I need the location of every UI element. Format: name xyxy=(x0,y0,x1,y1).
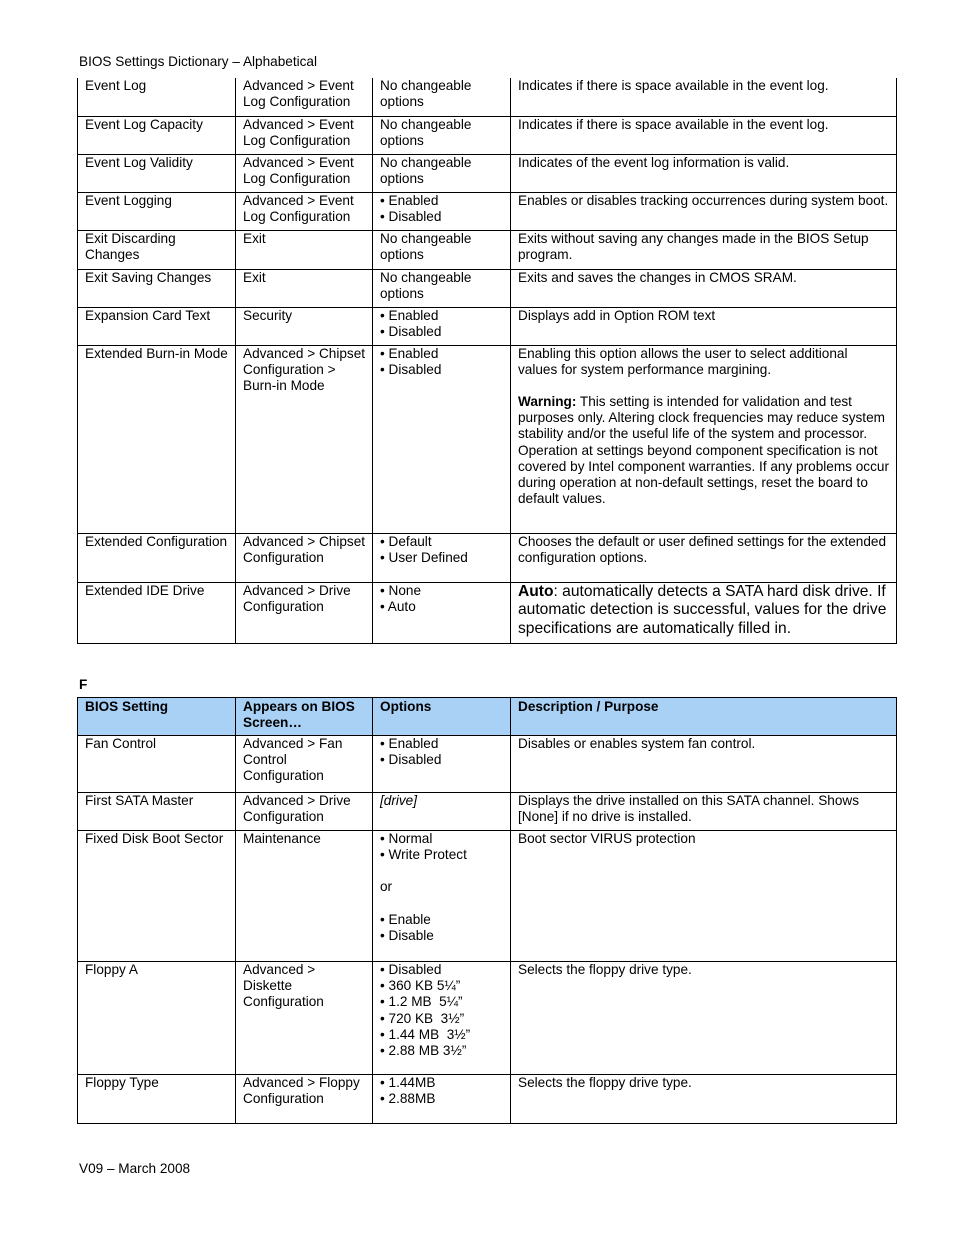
bios-screen-cell: Exit xyxy=(236,269,373,307)
option-item: • Enabled xyxy=(380,345,439,361)
bios-setting-cell: Extended Configuration xyxy=(78,533,236,582)
bios-screen-cell: Advanced > Chipset Configuration xyxy=(236,533,373,582)
option-item: • Default xyxy=(380,533,432,549)
description-cell: Disables or enables system fan control. xyxy=(511,736,897,793)
options-cell xyxy=(373,736,511,793)
option-item: • Write Protect xyxy=(380,847,467,863)
column-header-bios-setting: BIOS Setting xyxy=(78,698,236,736)
table-row xyxy=(78,533,897,582)
options-cell xyxy=(373,831,511,962)
description-cell xyxy=(511,582,897,643)
option-spacer xyxy=(380,896,504,912)
description-cell: Boot sector VIRUS protection xyxy=(511,831,897,962)
options-cell xyxy=(373,793,511,831)
table-row xyxy=(78,269,897,307)
option-item: or xyxy=(380,879,393,895)
bios-setting-cell: Floppy A xyxy=(78,962,236,1075)
options-cell xyxy=(373,307,511,345)
options-cell xyxy=(373,269,511,307)
description-cell: Indicates if there is space available in the event log. xyxy=(511,78,897,116)
description-cell: Indicates if there is space available in the event log. xyxy=(511,116,897,154)
paragraph-spacer xyxy=(518,378,890,394)
option-item: • Disabled xyxy=(380,752,442,768)
option-item: No changeable options xyxy=(380,230,472,262)
warning-paragraph xyxy=(518,394,890,507)
page-header: BIOS Settings Dictionary – Alphabetical xyxy=(79,54,318,69)
option-item: • Auto xyxy=(380,598,416,614)
bios-screen-cell: Advanced > Event Log Configuration xyxy=(236,154,373,192)
bios-setting-cell: Fan Control xyxy=(78,736,236,793)
option-item: • Enabled xyxy=(380,307,439,323)
option-item: • 1.44MB xyxy=(380,1075,436,1090)
option-item: • 1.44 MB 3½” xyxy=(380,1026,471,1042)
table-row xyxy=(78,962,897,1075)
options-cell xyxy=(373,116,511,154)
description-cell: Enables or disables tracking occurrences during system boot. xyxy=(511,192,897,230)
bios-screen-cell: Maintenance xyxy=(236,831,373,962)
page-footer: V09 – March 2008 xyxy=(79,1161,191,1176)
option-item: No changeable options xyxy=(380,78,472,110)
option-item: • None xyxy=(380,582,422,598)
options-cell xyxy=(373,1075,511,1124)
table-row xyxy=(78,154,897,192)
option-item: • Normal xyxy=(380,831,433,846)
bios-screen-cell: Advanced > Event Log Configuration xyxy=(236,192,373,230)
section-letter: F xyxy=(79,677,88,692)
bios-screen-cell: Advanced > Drive Configuration xyxy=(236,793,373,831)
warning-label: Warning: xyxy=(518,393,577,409)
bios-setting-cell: Fixed Disk Boot Sector xyxy=(78,831,236,962)
bios-screen-cell: Advanced > Floppy Configuration xyxy=(236,1075,373,1124)
description-cell: Selects the floppy drive type. xyxy=(511,1075,897,1124)
option-item: No changeable options xyxy=(380,154,472,186)
column-header-options: Options xyxy=(373,698,511,736)
options-cell xyxy=(373,962,511,1075)
option-item: • 360 KB 5¼” xyxy=(380,978,461,994)
bios-setting-cell: Exit Saving Changes xyxy=(78,269,236,307)
option-spacer xyxy=(380,863,504,879)
description-cell: Chooses the default or user defined settings for the extended configuration options. xyxy=(511,533,897,582)
bios-setting-cell: Exit Discarding Changes xyxy=(78,230,236,269)
option-item: No changeable options xyxy=(380,116,472,148)
table-row xyxy=(78,192,897,230)
warning-text: This setting is intended for validation and test purposes only. Altering clock frequencies may reduce system stability and/or the useful life of the system and processor. Operation at settings beyond component specification is not covered by Intel component warranties. If any problems occur during operation at non-default settings, reset the board to default values. xyxy=(518,393,889,507)
description-cell: Exits and saves the changes in CMOS SRAM. xyxy=(511,269,897,307)
bios-setting-cell: Event Logging xyxy=(78,192,236,230)
description-cell: Displays add in Option ROM text xyxy=(511,307,897,345)
bios-screen-cell: Advanced > Chipset Configuration > Burn-in Mode xyxy=(236,345,373,533)
table-row xyxy=(78,582,897,643)
option-item: • Enable xyxy=(380,911,431,927)
options-cell xyxy=(373,533,511,582)
option-item: • Disable xyxy=(380,927,434,943)
bios-setting-cell: Event Log Capacity xyxy=(78,116,236,154)
option-item: • Enabled xyxy=(380,736,439,751)
bios-setting-cell: Event Log xyxy=(78,78,236,116)
bios-screen-cell: Advanced > Drive Configuration xyxy=(236,582,373,643)
bios-setting-cell: Extended IDE Drive xyxy=(78,582,236,643)
table-row xyxy=(78,793,897,831)
option-item: • 720 KB 3½” xyxy=(380,1010,465,1026)
table-row xyxy=(78,230,897,269)
table-row xyxy=(78,307,897,345)
options-cell xyxy=(373,582,511,643)
settings-table-e xyxy=(77,78,897,644)
bios-screen-cell: Advanced > Event Log Configuration xyxy=(236,78,373,116)
options-cell xyxy=(373,78,511,116)
option-item: • User Defined xyxy=(380,549,468,565)
options-cell xyxy=(373,345,511,533)
bios-setting-cell: Floppy Type xyxy=(78,1075,236,1124)
table-header-row xyxy=(78,698,897,736)
option-item: • Disabled xyxy=(380,323,442,339)
table-row xyxy=(78,345,897,533)
description-text: : automatically detects a SATA hard disk drive. If automatic detection is successful, values for the drive specifications are automatically filled in. xyxy=(518,582,887,637)
bios-screen-cell: Advanced > Fan Control Configuration xyxy=(236,736,373,793)
table-row xyxy=(78,116,897,154)
column-header-description: Description / Purpose xyxy=(511,698,897,736)
bios-setting-cell: Event Log Validity xyxy=(78,154,236,192)
description-cell: Exits without saving any changes made in the BIOS Setup program. xyxy=(511,230,897,269)
description-cell: Displays the drive installed on this SATA channel. Shows [None] if no drive is installed. xyxy=(511,793,897,831)
table-row xyxy=(78,78,897,116)
options-cell xyxy=(373,154,511,192)
description-cell: Indicates of the event log information is valid. xyxy=(511,154,897,192)
settings-table-f xyxy=(77,697,897,1124)
option-item: • Disabled xyxy=(380,361,442,377)
option-item: • Enabled xyxy=(380,192,439,208)
option-item: • 2.88MB xyxy=(380,1091,436,1107)
auto-label: Auto xyxy=(518,582,554,600)
option-item: • 1.2 MB 5¼” xyxy=(380,994,463,1010)
options-cell xyxy=(373,230,511,269)
description-text: Enabling this option allows the user to select additional values for system performance margining. xyxy=(518,345,848,377)
table-row xyxy=(78,736,897,793)
column-header-bios-screen: Appears on BIOS Screen… xyxy=(236,698,373,736)
bios-screen-cell: Advanced > Event Log Configuration xyxy=(236,116,373,154)
options-cell xyxy=(373,192,511,230)
option-item: • 2.88 MB 3½” xyxy=(380,1043,467,1059)
bios-setting-cell: Expansion Card Text xyxy=(78,307,236,345)
bios-setting-cell: First SATA Master xyxy=(78,793,236,831)
option-item: [drive] xyxy=(380,793,418,808)
description-cell xyxy=(511,345,897,533)
description-cell: Selects the floppy drive type. xyxy=(511,962,897,1075)
bios-screen-cell: Advanced > Diskette Configuration xyxy=(236,962,373,1075)
table-row xyxy=(78,831,897,962)
option-item: No changeable options xyxy=(380,269,472,301)
bios-screen-cell: Security xyxy=(236,307,373,345)
table-row xyxy=(78,1075,897,1124)
bios-screen-cell: Exit xyxy=(236,230,373,269)
option-item: • Disabled xyxy=(380,962,442,977)
option-item: • Disabled xyxy=(380,208,442,224)
bios-setting-cell: Extended Burn-in Mode xyxy=(78,345,236,533)
